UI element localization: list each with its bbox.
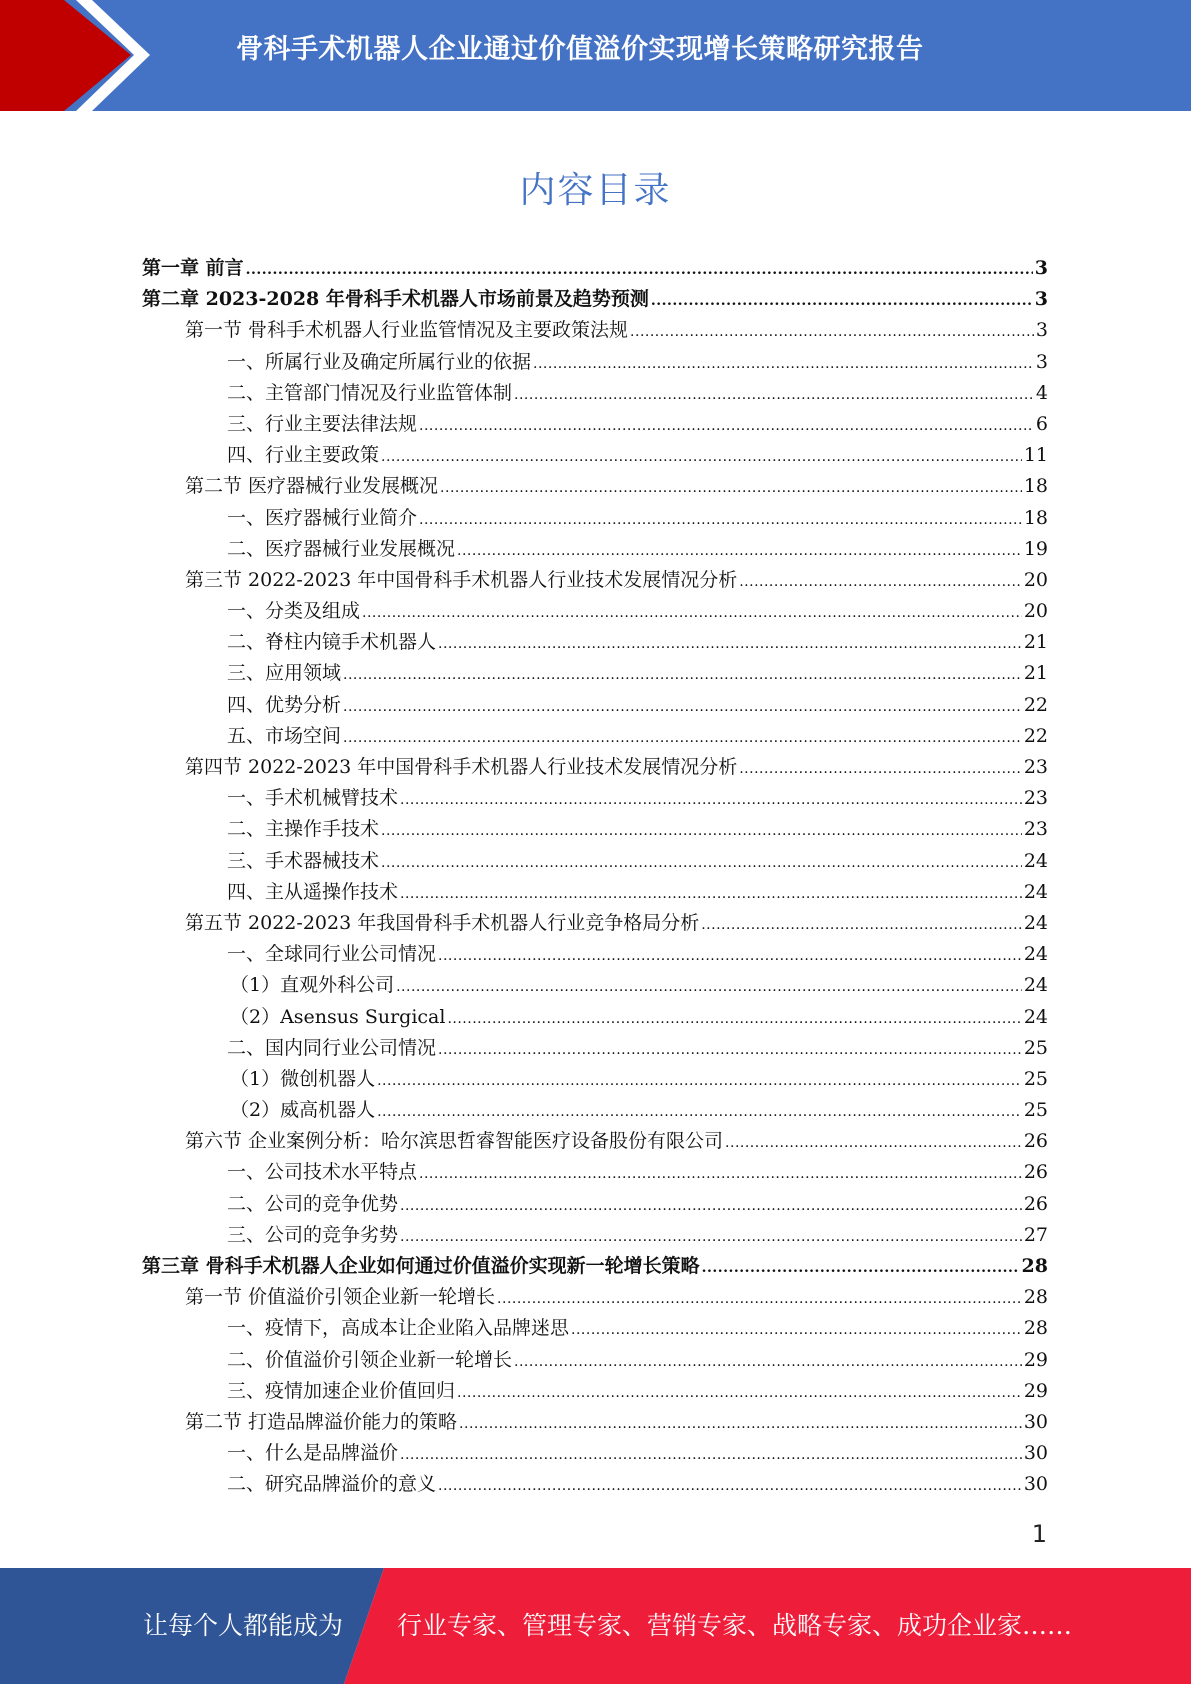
toc-entry[interactable] xyxy=(142,596,1048,627)
toc-entry-title: 第二节 打造品牌溢价能力的策略 xyxy=(185,1410,458,1433)
toc-dot-leader xyxy=(362,598,1022,629)
toc-entry[interactable] xyxy=(142,1282,1048,1313)
toc-entry-title: 四、优势分析 xyxy=(227,693,342,716)
toc-entry-page: 24 xyxy=(1023,974,1048,997)
toc-entry[interactable] xyxy=(142,347,1048,378)
toc-entry-title: 一、所属行业及确定所属行业的依据 xyxy=(227,350,532,373)
toc-dot-leader xyxy=(246,255,1033,286)
toc-dot-leader xyxy=(630,317,1034,348)
toc-entry[interactable] xyxy=(142,284,1048,315)
toc-entry-title: 三、手术器械技术 xyxy=(227,849,380,872)
toc-dot-leader xyxy=(438,1035,1022,1066)
toc-entry-title: 三、行业主要法律法规 xyxy=(227,412,418,435)
toc-dot-leader xyxy=(440,473,1022,504)
toc-entry[interactable] xyxy=(142,1189,1048,1220)
toc-entry-page: 25 xyxy=(1023,1099,1048,1122)
toc-entry-title: 一、分类及组成 xyxy=(227,600,361,623)
toc-entry-title: 第三章 骨科手术机器人企业如何通过价值溢价实现新一轮增长策略 xyxy=(142,1255,700,1277)
toc-dot-leader xyxy=(651,286,1033,317)
toc-entry[interactable] xyxy=(142,1345,1048,1376)
toc-dot-leader xyxy=(377,1066,1022,1097)
toc-entry-page: 20 xyxy=(1023,568,1048,591)
toc-dot-leader xyxy=(438,629,1022,660)
toc-entry-page: 28 xyxy=(1023,1286,1048,1309)
toc-entry-title: 三、应用领域 xyxy=(227,662,342,685)
toc-entry[interactable] xyxy=(142,565,1048,596)
toc-dot-leader xyxy=(533,349,1034,380)
toc-dot-leader xyxy=(497,1284,1022,1315)
toc-entry-page: 26 xyxy=(1023,1161,1048,1184)
toc-entry[interactable] xyxy=(142,658,1048,689)
toc-dot-leader xyxy=(381,848,1022,879)
toc-entry[interactable] xyxy=(142,846,1048,877)
toc-entry[interactable] xyxy=(142,315,1048,346)
toc-entry-title: 第二章 2023-2028 年骨科手术机器人市场前景及趋势预测 xyxy=(142,288,649,311)
toc-entry[interactable] xyxy=(142,378,1048,409)
toc-entry-title: 一、手术机械臂技术 xyxy=(227,787,399,810)
toc-entry[interactable] xyxy=(142,253,1048,284)
toc-entry[interactable] xyxy=(142,1033,1048,1064)
toc-entry-page: 28 xyxy=(1021,1255,1048,1277)
toc-entry-page: 24 xyxy=(1023,911,1048,934)
toc-dot-leader xyxy=(701,910,1022,941)
toc-entry[interactable] xyxy=(142,503,1048,534)
toc-dot-leader xyxy=(419,411,1034,442)
toc-entry-page: 23 xyxy=(1023,756,1048,778)
toc-entry-title: 二、主管部门情况及行业监管体制 xyxy=(227,381,513,404)
toc-entry-title: 三、公司的竞争劣势 xyxy=(227,1223,399,1246)
toc-entry[interactable] xyxy=(142,1002,1048,1033)
page-number: 1 xyxy=(1031,1520,1047,1548)
toc-dot-leader xyxy=(400,1191,1022,1222)
toc-entry[interactable] xyxy=(142,1157,1048,1188)
toc-entry-page: 29 xyxy=(1023,1348,1048,1371)
toc-dot-leader xyxy=(419,505,1022,536)
toc-entry-title: 二、医疗器械行业发展概况 xyxy=(227,537,456,560)
toc-entry-page: 21 xyxy=(1023,662,1048,685)
toc-entry[interactable] xyxy=(142,1376,1048,1407)
toc-entry[interactable] xyxy=(142,721,1048,752)
toc-entry[interactable] xyxy=(142,534,1048,565)
toc-entry-page: 23 xyxy=(1023,787,1048,810)
toc-entry-title: 二、脊柱内镜手术机器人 xyxy=(227,631,437,654)
toc-entry[interactable] xyxy=(142,783,1048,814)
toc-entry-page: 26 xyxy=(1023,1130,1048,1153)
toc-dot-leader xyxy=(438,941,1022,972)
toc-entry-title: 四、主从遥操作技术 xyxy=(227,880,399,903)
toc-entry-title: 第六节 企业案例分析：哈尔滨思哲睿智能医疗设备股份有限公司 xyxy=(185,1130,724,1153)
toc-entry-page: 3 xyxy=(1034,288,1048,311)
footer-slogan-right: 行业专家、管理专家、营销专家、战略专家、成功企业家…… xyxy=(397,1611,1073,1640)
toc-entry-page: 3 xyxy=(1035,319,1048,342)
toc-entry-title: （1）微创机器人 xyxy=(230,1067,376,1090)
toc-entry-title: 二、价值溢价引领企业新一轮增长 xyxy=(227,1348,513,1371)
header-red-chevron xyxy=(0,0,131,111)
toc-entry-title: 第一节 骨科手术机器人行业监管情况及主要政策法规 xyxy=(185,319,629,342)
toc-entry[interactable] xyxy=(142,627,1048,658)
toc-entry-title: （1）直观外科公司 xyxy=(230,974,395,997)
toc-entry-page: 28 xyxy=(1023,1317,1048,1340)
toc-dot-leader xyxy=(400,1440,1022,1471)
toc-entry-page: 24 xyxy=(1023,943,1048,966)
toc-dot-leader xyxy=(381,816,1022,847)
toc-entry[interactable] xyxy=(142,752,1048,783)
toc-entry[interactable] xyxy=(142,1126,1048,1157)
toc-dot-leader xyxy=(343,660,1022,691)
toc-entry-title: （2）威高机器人 xyxy=(230,1099,376,1122)
toc-entry-title: 第五节 2022-2023 年我国骨科手术机器人行业竞争格局分析 xyxy=(185,911,700,934)
toc-entry[interactable] xyxy=(142,877,1048,908)
toc-dot-leader xyxy=(457,1378,1022,1409)
toc-entry[interactable] xyxy=(142,1438,1048,1469)
toc-entry-page: 30 xyxy=(1023,1410,1048,1433)
toc-dot-leader xyxy=(739,754,1022,785)
toc-entry-title: 二、研究品牌溢价的意义 xyxy=(227,1473,437,1496)
toc-entry[interactable] xyxy=(142,1313,1048,1344)
toc-entry-page: 18 xyxy=(1023,506,1048,529)
toc-entry-page: 23 xyxy=(1023,818,1048,841)
toc-entry-page: 4 xyxy=(1035,381,1048,404)
toc-entry[interactable] xyxy=(142,1095,1048,1126)
toc-entry-page: 18 xyxy=(1023,475,1048,498)
toc-dot-leader xyxy=(438,1471,1022,1502)
toc-dot-leader xyxy=(400,879,1022,910)
toc-entry[interactable] xyxy=(142,1064,1048,1095)
toc-dot-leader xyxy=(739,567,1022,598)
toc-entry-title: 三、疫情加速企业价值回归 xyxy=(227,1379,456,1402)
toc-entry-title: 第一章 前言 xyxy=(142,257,244,279)
toc-entry-page: 6 xyxy=(1035,412,1048,435)
toc-entry-title: 第二节 医疗器械行业发展概况 xyxy=(185,475,439,498)
toc-entry-page: 24 xyxy=(1023,1005,1048,1028)
toc-entry-page: 19 xyxy=(1023,537,1048,560)
toc-entry-title: 第四节 2022-2023 年中国骨科手术机器人行业技术发展情况分析 xyxy=(185,756,738,778)
toc-entry-page: 3 xyxy=(1034,257,1048,279)
toc-dot-leader xyxy=(419,1159,1022,1190)
toc-entry[interactable] xyxy=(142,1469,1048,1500)
toc-dot-leader xyxy=(571,1315,1022,1346)
toc-heading: 内容目录 xyxy=(519,170,672,211)
toc-dot-leader xyxy=(459,1409,1022,1440)
footer-slogan-left: 让每个人都能成为 xyxy=(143,1611,344,1640)
toc-entry-title: 第三节 2022-2023 年中国骨科手术机器人行业技术发展情况分析 xyxy=(185,568,738,591)
toc-dot-leader xyxy=(514,380,1034,411)
toc-entry-page: 24 xyxy=(1023,849,1048,872)
toc-entry-page: 20 xyxy=(1023,600,1048,623)
page-header xyxy=(0,0,1191,111)
toc-entry[interactable] xyxy=(142,1220,1048,1251)
toc-entry[interactable] xyxy=(142,1407,1048,1438)
toc-dot-leader xyxy=(377,1097,1022,1128)
toc-entry-title: 一、疫情下，高成本让企业陷入品牌迷思 xyxy=(227,1317,570,1340)
toc-entry-title: 一、全球同行业公司情况 xyxy=(227,943,437,966)
toc-dot-leader xyxy=(400,785,1022,816)
toc-entry[interactable] xyxy=(142,440,1048,471)
toc-entry-page: 26 xyxy=(1023,1192,1048,1215)
toc-entry-page: 11 xyxy=(1023,444,1048,467)
toc-entry-page: 24 xyxy=(1023,880,1048,903)
toc-entry-title: 一、公司技术水平特点 xyxy=(227,1161,418,1184)
toc-entry-page: 3 xyxy=(1035,350,1048,373)
toc-entry[interactable] xyxy=(142,970,1048,1001)
toc-dot-leader xyxy=(702,1253,1020,1284)
toc-entry-title: 一、医疗器械行业简介 xyxy=(227,506,418,529)
toc-entry-title: （2）Asensus Surgical xyxy=(230,1005,446,1028)
report-title: 骨科手术机器人企业通过价值溢价实现增长策略研究报告 xyxy=(236,34,924,65)
toc-entry-page: 21 xyxy=(1023,631,1048,654)
toc-entry-title: 二、主操作手技术 xyxy=(227,818,380,841)
toc-dot-leader xyxy=(447,1004,1021,1035)
toc-entry[interactable] xyxy=(142,471,1048,502)
toc-entry-page: 27 xyxy=(1023,1223,1048,1246)
toc-dot-leader xyxy=(381,442,1022,473)
toc-entry-page: 25 xyxy=(1023,1067,1048,1090)
toc-entry[interactable] xyxy=(142,908,1048,939)
toc-dot-leader xyxy=(343,723,1022,754)
toc-entry-page: 30 xyxy=(1023,1442,1048,1465)
toc-entry-title: 五、市场空间 xyxy=(227,724,342,747)
toc-dot-leader xyxy=(457,536,1022,567)
toc-entry-page: 29 xyxy=(1023,1379,1048,1402)
toc-dot-leader xyxy=(514,1347,1022,1378)
toc-entry-title: 二、国内同行业公司情况 xyxy=(227,1036,437,1059)
toc-entry[interactable] xyxy=(142,409,1048,440)
toc-entry-page: 22 xyxy=(1023,724,1048,747)
toc-entry-title: 二、公司的竞争优势 xyxy=(227,1192,399,1215)
toc-entry-title: 一、什么是品牌溢价 xyxy=(227,1442,399,1465)
toc-entry-page: 25 xyxy=(1023,1036,1048,1059)
toc-entry[interactable] xyxy=(142,1251,1048,1282)
toc-entry-title: 第一节 价值溢价引领企业新一轮增长 xyxy=(185,1286,496,1309)
toc-entry[interactable] xyxy=(142,690,1048,721)
toc-entry-page: 30 xyxy=(1023,1473,1048,1496)
table-of-contents xyxy=(142,253,1048,1501)
toc-entry-page: 22 xyxy=(1023,693,1048,716)
toc-entry[interactable] xyxy=(142,814,1048,845)
page-footer xyxy=(0,1568,1191,1684)
toc-dot-leader xyxy=(343,692,1022,723)
toc-dot-leader xyxy=(725,1128,1022,1159)
toc-dot-leader xyxy=(396,972,1022,1003)
toc-dot-leader xyxy=(400,1222,1022,1253)
toc-entry-title: 四、行业主要政策 xyxy=(227,444,380,467)
toc-entry[interactable] xyxy=(142,939,1048,970)
